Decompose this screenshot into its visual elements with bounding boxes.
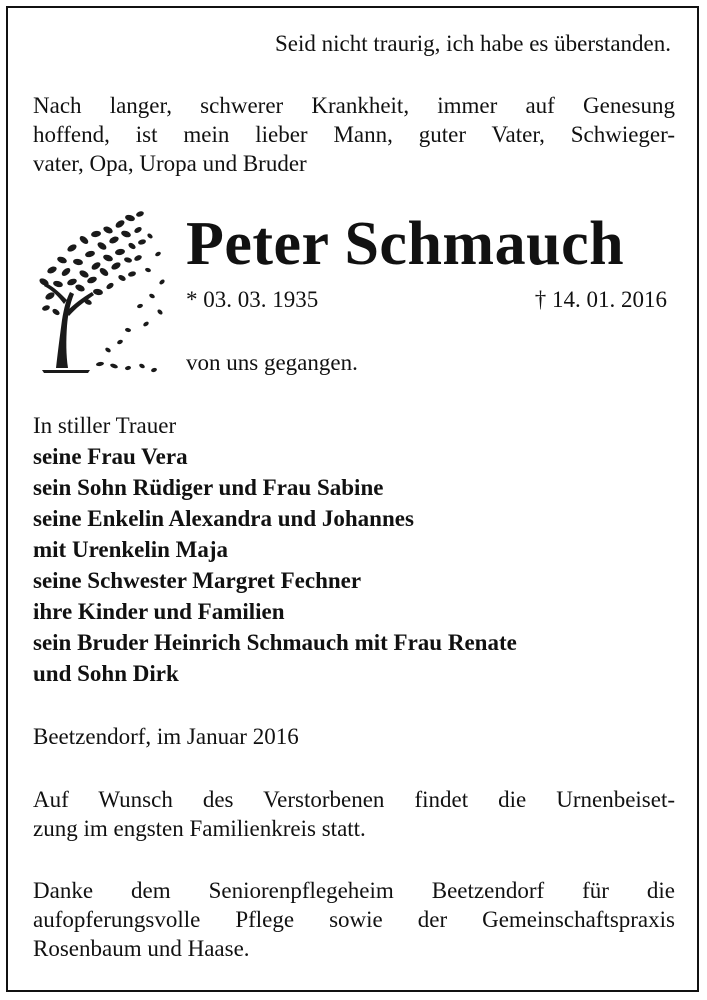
mourner-entry: sein Sohn Rüdiger und Frau Sabine bbox=[33, 475, 384, 500]
burial-line: zung im engsten Familienkreis statt. bbox=[33, 816, 366, 841]
burial-line: Auf Wunsch des Verstorbenen findet die Urnenbeiset- bbox=[33, 787, 675, 812]
mourner-entry: mit Urenkelin Maja bbox=[33, 537, 229, 562]
mourner-entry: ihre Kinder und Familien bbox=[33, 599, 285, 624]
thanks-line: aufopferungsvolle Pflege sowie der Gemeinschaftspraxis bbox=[33, 907, 675, 932]
mourner-entry: sein Bruder Heinrich Schmauch mit Frau Renate bbox=[33, 630, 517, 655]
burial-paragraph bbox=[33, 785, 675, 843]
intro-line: Nach langer, schwerer Krankheit, immer auf Genesung bbox=[33, 93, 675, 118]
mourner-entry: seine Enkelin Alexandra und Johannes bbox=[33, 506, 414, 531]
intro-paragraph bbox=[33, 91, 675, 178]
thanks-line: Rosenbaum und Haase. bbox=[33, 936, 250, 961]
intro-line: hoffend, ist mein lieber Mann, guter Vater, Schwieger- bbox=[33, 122, 675, 147]
place-date: Beetzendorf, im Januar 2016 bbox=[33, 724, 299, 749]
mourners-intro: In stiller Trauer bbox=[33, 413, 177, 438]
mourner-entry: seine Frau Vera bbox=[33, 444, 188, 469]
thanks-line: Danke dem Seniorenpflegeheim Beetzendorf für die bbox=[33, 878, 675, 903]
deceased-name: Peter Schmauch bbox=[186, 210, 625, 278]
motto-line: Seid nicht traurig, ich habe es überstanden. bbox=[275, 31, 671, 56]
thanks-paragraph bbox=[33, 876, 675, 963]
passed-away-text: von uns gegangen. bbox=[186, 350, 358, 375]
tree-with-falling-leaves-icon bbox=[22, 200, 172, 378]
mourners-list bbox=[33, 410, 673, 689]
death-date: † 14. 01. 2016 bbox=[534, 287, 667, 312]
intro-line: vater, Opa, Uropa und Bruder bbox=[33, 151, 307, 176]
mourner-entry: und Sohn Dirk bbox=[33, 661, 179, 686]
mourner-entry: seine Schwester Margret Fechner bbox=[33, 568, 362, 593]
birth-date: * 03. 03. 1935 bbox=[186, 287, 319, 312]
